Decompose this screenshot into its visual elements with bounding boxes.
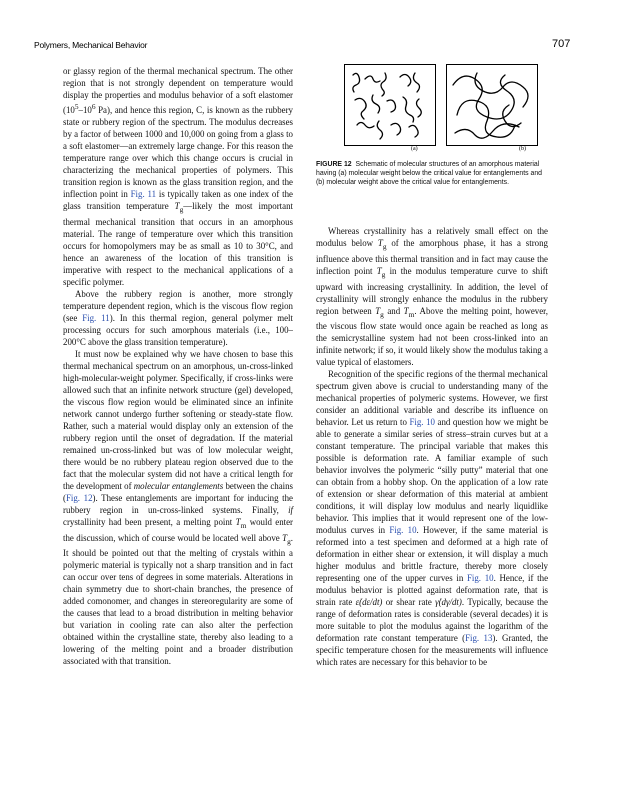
figure-link[interactable]: Fig. 13 <box>465 633 493 644</box>
figure-link[interactable]: Fig. 10 <box>466 573 494 584</box>
paragraph: Whereas crystallinity has a relatively small effect on the modulus below $T_g$ of the amorphous phase, it has a strong influence above this thermal transition and in fact may cause the inflection point $T_g$ in the modulus temperature curve to shift upward with increasing crystallinity. In addition, the level of crystallinity will strongly enhance the modulus in the rubbery region between $T_g$ and $T_m$. Above the melting point, however, the viscous flow state would once again be reached as long as the semicrystalline system had not been cross-linked into an infinite network; if so, it would likely show the modulus taking a value typical of elastomers. <box>316 226 548 368</box>
figure-link[interactable]: Fig. 10 <box>409 417 435 428</box>
figure-link[interactable]: Fig. 11 <box>82 312 110 323</box>
figure-link[interactable]: Fig. 11 <box>130 188 157 199</box>
page-number: 707 <box>552 38 571 50</box>
figure-12 <box>336 64 536 154</box>
figure-panel-b <box>446 64 538 146</box>
figure-panel-a <box>344 64 436 146</box>
panel-a-label: (a) <box>411 146 418 152</box>
paragraph: Recognition of the specific regions of the thermal mechanical spectrum given above is crucial to understanding many of the mechanical properties of polymeric systems. However, we first consider an additional variable and describe its influence on behavior. Let us return to Fig. 10 and question how we might be able to generate a similar series of stress–strain curves but at a constant temperature. The principal variable that makes this possible is deformation rate. A familiar example of such behavior involves the polymeric “silly putty” material that one can obtain from a hobby shop. On the application of a low rate of extension or shear deformation of this material at ambient conditions, it will display low modulus and nearly liquidlike behavior. This implies that it would represent one of the low-modulus curves in Fig. 10. However, if the same material is reformed into a test specimen and deformed at a high rate of deformation in either shear or extension, it will display a much higher modulus and brittle fracture, thereby more closely representing one of the upper curves in Fig. 10. Hence, if the modulus behavior is plotted against deformation rate, that is strain rate ε̇(dε/dt) or shear rate γ̇(dγ/dt). Typically, because the range of deformation rates is considerable (several decades) it is more suitable to plot the modulus against the logarithm of the deformation rate constant temperature (Fig. 13). Granted, the specific temperature chosen for the measurements will influence which rates are necessary for this behavior to be <box>316 369 549 668</box>
figure-link[interactable]: Fig. 10 <box>389 525 417 536</box>
figure-link[interactable]: Fig. 12 <box>65 492 93 503</box>
short-chains-illustration <box>345 65 435 145</box>
right-column <box>316 225 548 668</box>
entangled-chains-illustration <box>447 65 537 145</box>
panel-b-label: (b) <box>519 146 526 152</box>
paragraph: or glassy region of the thermal mechanical spectrum. The other region that is not strongly dependent on temperature would display the properties and modulus behavior of a soft elastomer ($10^5-10^6$ Pa), and hence this region, C, is known as the rubbery state or rubbery region of the spectrum. The modulus decreases by a factor of between 1000 and 10,000 on going from a glass to a soft elastomer—an extremely large change. For this reason the temperature range over which this change occurs is crucial in characterizing the mechanical properties of polymers. This transition region is known as the glass transition region, and the inflection point in Fig. 11 is typically taken as one index of the glass transition temperature $T_g—likely$ the most important thermal mechanical transition that occurs in an amorphous material. The range of temperature over which this transition occurs for homopolymers may be as small as 10 to 30°C, and hence an awareness of the location of this transition is imperative with respect to the mechanical applications of a specific polymer. <box>63 66 293 287</box>
figure-label: FIGURE 12 <box>316 161 352 168</box>
paragraph: It must now be explained why we have chosen to base this thermal mechanical spectrum on an amorphous, un-cross-linked high-molecular-weight polymer. Specifically, if cross-links were allowed such that an infinite network structure (gel) developed, the viscous flow region would be eliminated since an infinite network cannot undergo further softening or steady-state flow. Rather, such a material would display only an extension of the rubbery region until the onset of degradation. If the material remained un-cross-linked but was of low molecular weight, there would be no rubbery plateau region observed due to the fact that the molecular system did not have a critical length for the development of molecular entanglements between the chains (Fig. 12). These entanglements are important for inducing the rubbery region in un-cross-linked systems. Finally, if crystallinity had been present, a melting point $T_m$ would enter the discussion, which of course would be located well above $T_g$. It should be pointed out that the melting of crystals within a polymeric material is typically not a sharp transition and in fact can occur over tens of degrees in some materials. Alterations in chain symmetry due to short-chain branches, the presence of added comonomer, and changes in stereoregularity are some of the causes that lead to a broad distribution in melting behavior but variation in cooling rate can also alter the perfection obtained within the crystalline state, thereby also leading to a lowering of the melting point and a broader distribution associated with that transition. <box>63 348 293 667</box>
paragraph: Above the rubbery region is another, more strongly temperature dependent region, which is the viscous flow region (see Fig. 11). In this thermal region, general polymer melt processing occurs for such amorphous materials (i.e., 100–200°C above the glass transition temperature). <box>63 288 293 347</box>
running-head: Polymers, Mechanical Behavior <box>34 40 148 50</box>
figure-caption <box>316 160 548 188</box>
figure-caption-text: Schematic of molecular structures of an amorphous material having (a) molecular weight below the critical value for entanglements and (b) molecular weight above the critical value for entanglements. <box>316 161 542 187</box>
left-column <box>63 65 293 667</box>
